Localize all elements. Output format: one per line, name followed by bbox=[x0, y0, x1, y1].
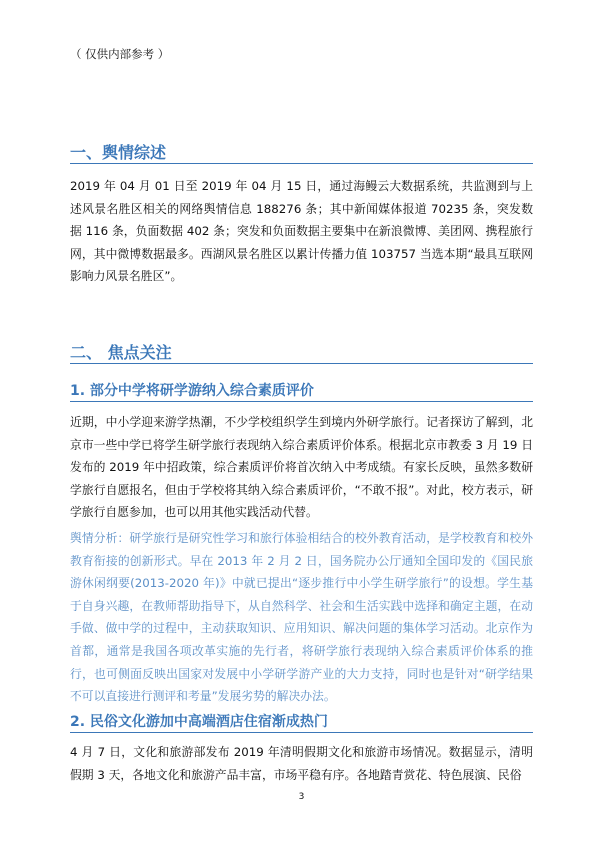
subsection-1-analysis: 舆情分析：研学旅行是研究性学习和旅行体验相结合的校外教育活动，是学校教育和校外教育衔接的创新形式。早在 2013 年 2 月 2 日，国务院办公厅通知全国印发的《国民旅游休闲纲要(2013-2020 年)》中就已提出“逐步推行中小学生研学旅行”的设想。学生基于自身兴趣，在教师帮助指导下，从自然科学、社会和生活实践中选择和确定主题，在动手做、做中学的过程中，主动获取知识、应用知识、解决问题的集体学习活动。北京作为首都，通常是我国各项改革实施的先行者，将研学旅行表现纳入综合素质评价体系的推行，也可侧面反映出国家对发展中小学研学游产业的大力支持，同时也是针对“研学结果不可以直接进行测评和考量”发展劣势的解决办法。 bbox=[70, 531, 533, 704]
subsection-1-paragraph: 近期，中小学迎来游学热潮，不少学校组织学生到境内外研学旅行。记者探访了解到，北京市一些中学已将学生研学旅行表现纳入综合素质评价体系。根据北京市教委 3 月 19 日发布的 2019 年中招政策，综合素质评价将首次纳入中考成绩。有家长反映，虽然多数研学旅行自愿报名，但由于学校将其纳入综合素质评价，“不敢不报”。对此，校方表示，研学旅行自愿参加，也可以用其他实践活动代替。 bbox=[70, 415, 533, 520]
subsection-heading-1: 1. 部分中学将研学游纳入综合素质评价 bbox=[70, 383, 314, 399]
internal-reference-note: （ 仅供内部参考 ） bbox=[70, 47, 170, 61]
page-number: 3 bbox=[298, 792, 305, 802]
section-divider bbox=[70, 163, 533, 164]
subsection-divider bbox=[70, 401, 533, 402]
subsection-heading-2: 2. 民俗文化游加中高端酒店住宿渐成热门 bbox=[70, 714, 328, 730]
section-heading-focus: 二、 焦点关注 bbox=[70, 343, 172, 362]
section-heading-overview: 一、舆情综述 bbox=[70, 143, 167, 162]
section-divider bbox=[70, 363, 533, 364]
overview-paragraph: 2019 年 04 月 01 日至 2019 年 04 月 15 日，通过海鳗云大数据系统，共监测到与上述风景名胜区相关的网络舆情信息 188276 条；其中新闻媒体报道 70235 条，突发数据 116 条，负面数据 402 条；突发和负面数据主要集中在新浪微博、美团网、携程旅行网，其中微博数据最多。西湖风景名胜区以累计传播力值 103757 当选本期“最具互联网影响力风景名胜区”。 bbox=[70, 179, 533, 284]
subsection-2-paragraph: 4 月 7 日，文化和旅游部发布 2019 年清明假期文化和旅游市场情况。数据显示，清明假期 3 天，各地文化和旅游产品丰富，市场平稳有序。各地踏青赏花、特色展演、民俗 bbox=[70, 745, 533, 782]
subsection-divider bbox=[70, 732, 533, 733]
